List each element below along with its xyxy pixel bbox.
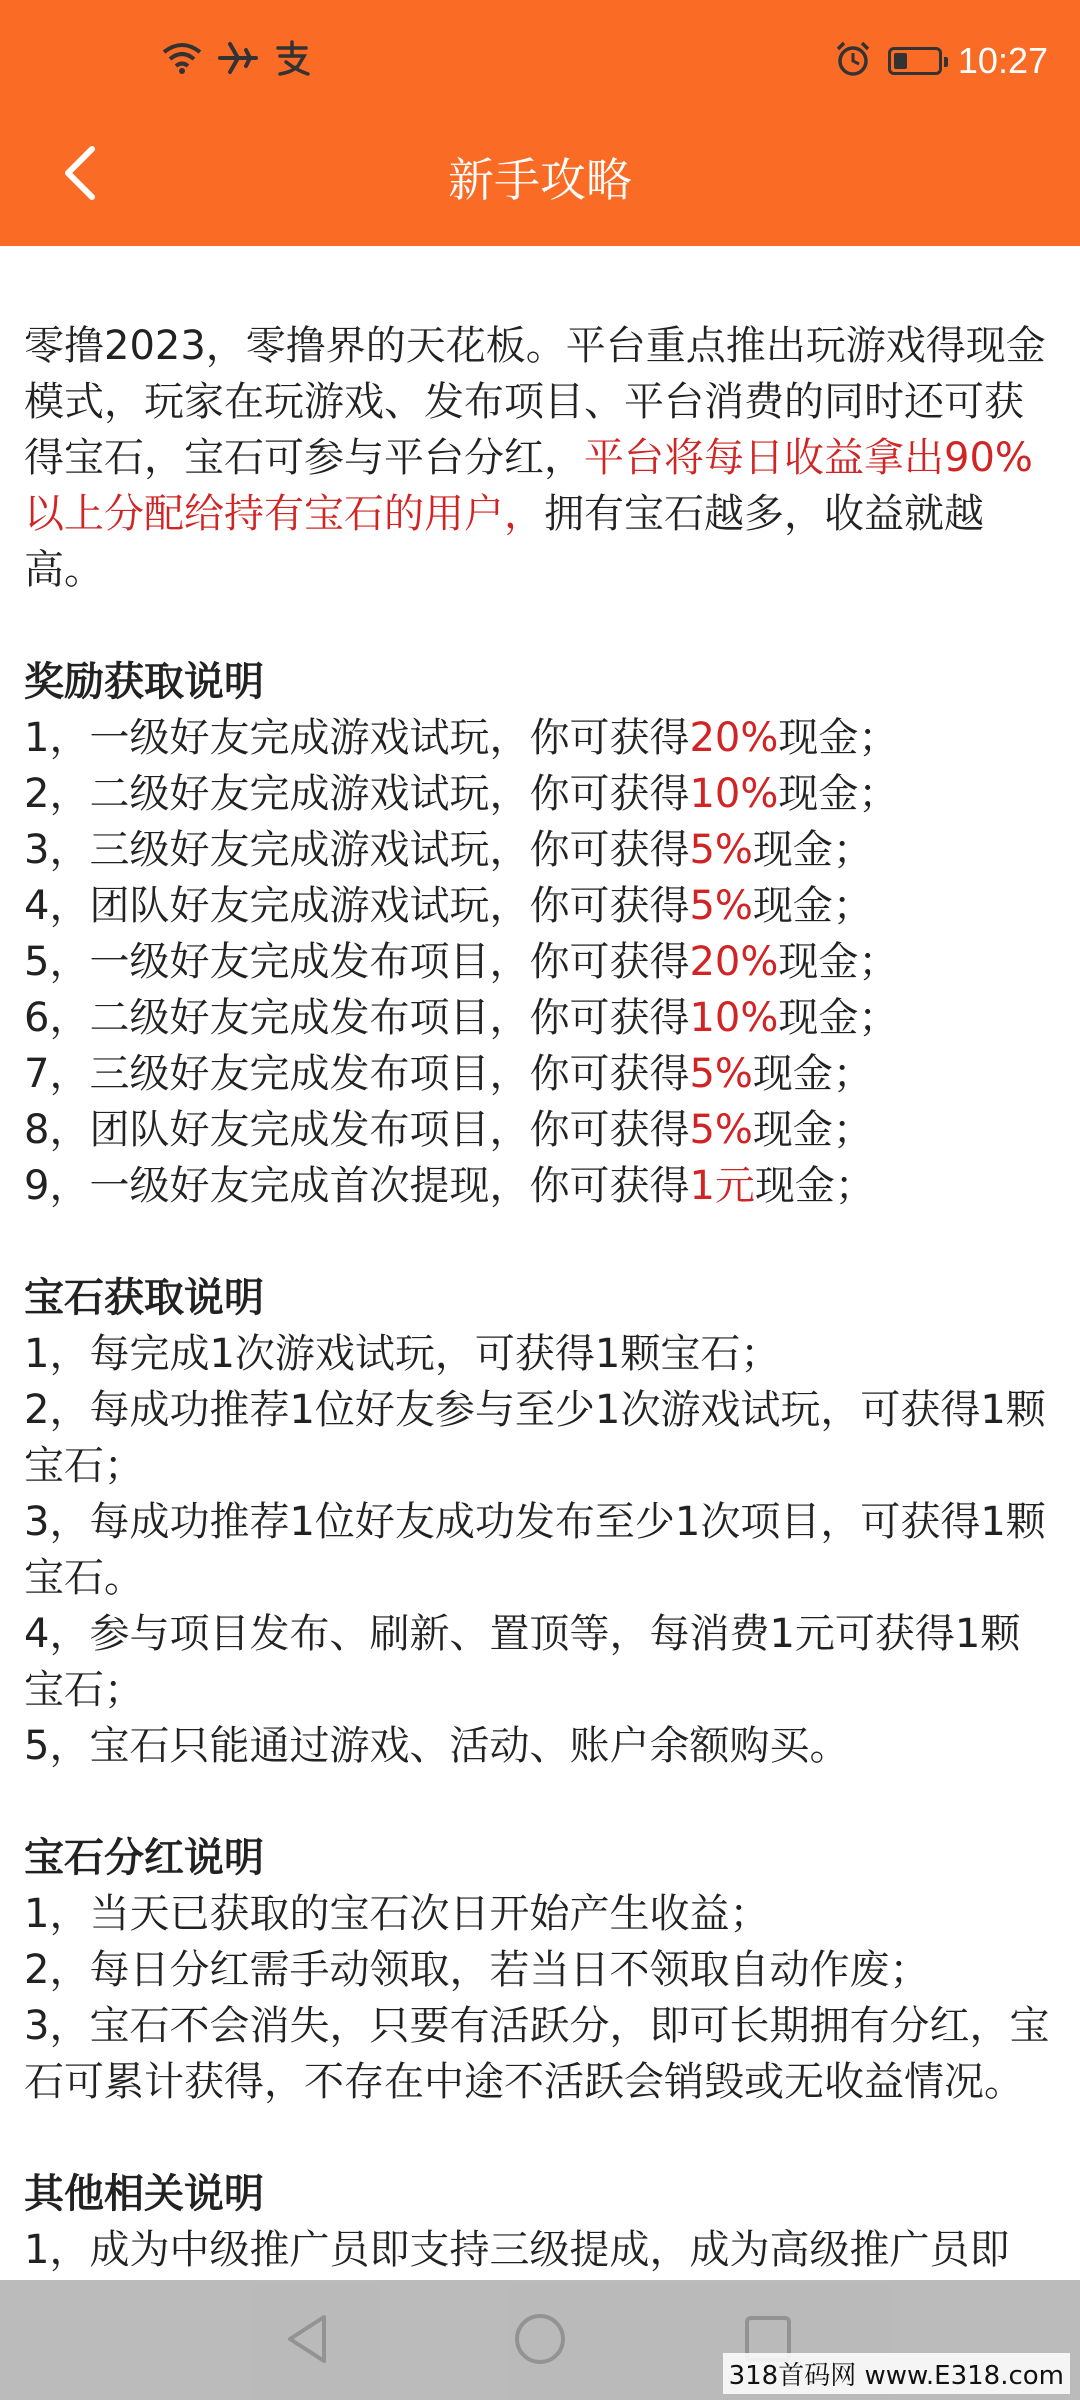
home-circle-icon: [512, 2311, 568, 2371]
gem-section-title: 宝石获取说明: [24, 1275, 264, 1321]
reward-item-text: 7，三级好友完成发布项目，你可获得: [24, 1051, 690, 1097]
reward-item: [24, 990, 1054, 1046]
alarm-icon: [834, 40, 872, 82]
dividend-list: [24, 1886, 1054, 2110]
reward-item-suffix: 现金；: [778, 995, 899, 1041]
reward-item-text: 3，三级好友完成游戏试玩，你可获得: [24, 827, 690, 873]
nav-home-button[interactable]: [505, 2306, 575, 2376]
reward-section-title: 奖励获取说明: [24, 659, 264, 705]
other-item: 1，成为中级推广员即支持三级提成，成为高级推广员即: [24, 2227, 1010, 2273]
back-triangle-icon: [282, 2311, 332, 2371]
reward-item-value: 5%: [689, 1051, 753, 1097]
airplane-icon: [218, 40, 258, 80]
dividend-section-title: 宝石分红说明: [24, 1835, 264, 1881]
other-list: [24, 2222, 1054, 2278]
gem-item: 2，每成功推荐1位好友参与至少1次游戏试玩，可获得1颗宝石；: [24, 1387, 1046, 1489]
reward-item: [24, 934, 1054, 990]
battery-level: [894, 53, 907, 69]
reward-item: [24, 766, 1054, 822]
gem-item: 1，每完成1次游戏试玩，可获得1颗宝石；: [24, 1331, 781, 1377]
dividend-item: 3，宝石不会消失，只要有活跃分，即可长期拥有分红，宝石可累计获得，不存在中途不活跃会销毁或无收益情况。: [24, 2003, 1050, 2105]
reward-item-text: 4，团队好友完成游戏试玩，你可获得: [24, 883, 690, 929]
status-time: 10:27: [957, 40, 1048, 81]
gem-list: [24, 1326, 1054, 1774]
dividend-item: 1，当天已获取的宝石次日开始产生收益；: [24, 1891, 770, 1937]
page-title: 新手攻略: [448, 153, 632, 207]
reward-item-value: 20%: [689, 715, 779, 761]
battery-icon: [888, 47, 942, 75]
reward-item-text: 8，团队好友完成发布项目，你可获得: [24, 1107, 690, 1153]
reward-item: [24, 1046, 1054, 1102]
reward-item-suffix: 现金；: [778, 939, 899, 985]
intro-text-end: 拥有宝石越多，收益就越高。: [24, 491, 984, 593]
nav-back-button[interactable]: [272, 2306, 342, 2376]
reward-item-suffix: 现金；: [778, 715, 899, 761]
reward-item-value: 5%: [689, 883, 753, 929]
guide-content: [24, 318, 1054, 2278]
reward-item-value: 5%: [689, 827, 753, 873]
reward-item: [24, 710, 1054, 766]
reward-item-value: 5%: [689, 1107, 753, 1153]
other-section-title: 其他相关说明: [24, 2171, 264, 2217]
reward-item: [24, 1102, 1054, 1158]
reward-item-text: 9，一级好友完成首次提现，你可获得: [24, 1163, 690, 1209]
dividend-item: 2，每日分红需手动领取，若当日不领取自动作废；: [24, 1947, 930, 1993]
reward-item-value: 10%: [689, 771, 779, 817]
reward-item-suffix: 现金；: [752, 827, 873, 873]
reward-item-text: 1，一级好友完成游戏试玩，你可获得: [24, 715, 690, 761]
reward-item: [24, 878, 1054, 934]
gem-item: 5，宝石只能通过游戏、活动、账户余额购买。: [24, 1723, 850, 1769]
reward-item-text: 6，二级好友完成发布项目，你可获得: [24, 995, 690, 1041]
reward-item-suffix: 现金；: [778, 771, 899, 817]
intro-highlight: 平台将每日收益拿出90%以上分配给持有宝石的用户，: [24, 435, 1033, 537]
status-right-icons: [834, 40, 1048, 82]
intro-text: 零撸2023，零撸界的天花板。平台重点推出玩游戏得现金模式，玩家在玩游戏、发布项目、平台消费的同时还可获得宝石，宝石可参与平台分红，: [24, 323, 1046, 481]
alipay-icon: [272, 40, 312, 80]
wifi-icon: [160, 40, 204, 80]
reward-item: [24, 822, 1054, 878]
app-header: [0, 0, 1080, 246]
gem-item: 3，每成功推荐1位好友成功发布至少1次项目，可获得1颗宝石。: [24, 1499, 1046, 1601]
watermark: 318首码网 www.E318.com: [723, 2353, 1070, 2394]
reward-item-suffix: 现金；: [754, 1163, 875, 1209]
gem-item: 4，参与项目发布、刷新、置顶等，每消费1元可获得1颗宝石；: [24, 1611, 1021, 1713]
reward-item-text: 5，一级好友完成发布项目，你可获得: [24, 939, 690, 985]
reward-item-value: 20%: [689, 939, 779, 985]
reward-item-suffix: 现金；: [752, 883, 873, 929]
reward-item-suffix: 现金；: [752, 1107, 873, 1153]
reward-item-suffix: 现金；: [752, 1051, 873, 1097]
intro-paragraph: [24, 318, 1054, 598]
status-left-icons: [160, 40, 312, 80]
reward-item-value: 1元: [689, 1163, 755, 1209]
status-bar: [0, 0, 1080, 130]
reward-list: [24, 710, 1054, 1214]
reward-item-text: 2，二级好友完成游戏试玩，你可获得: [24, 771, 690, 817]
reward-item-value: 10%: [689, 995, 779, 1041]
reward-item: [24, 1158, 1054, 1214]
